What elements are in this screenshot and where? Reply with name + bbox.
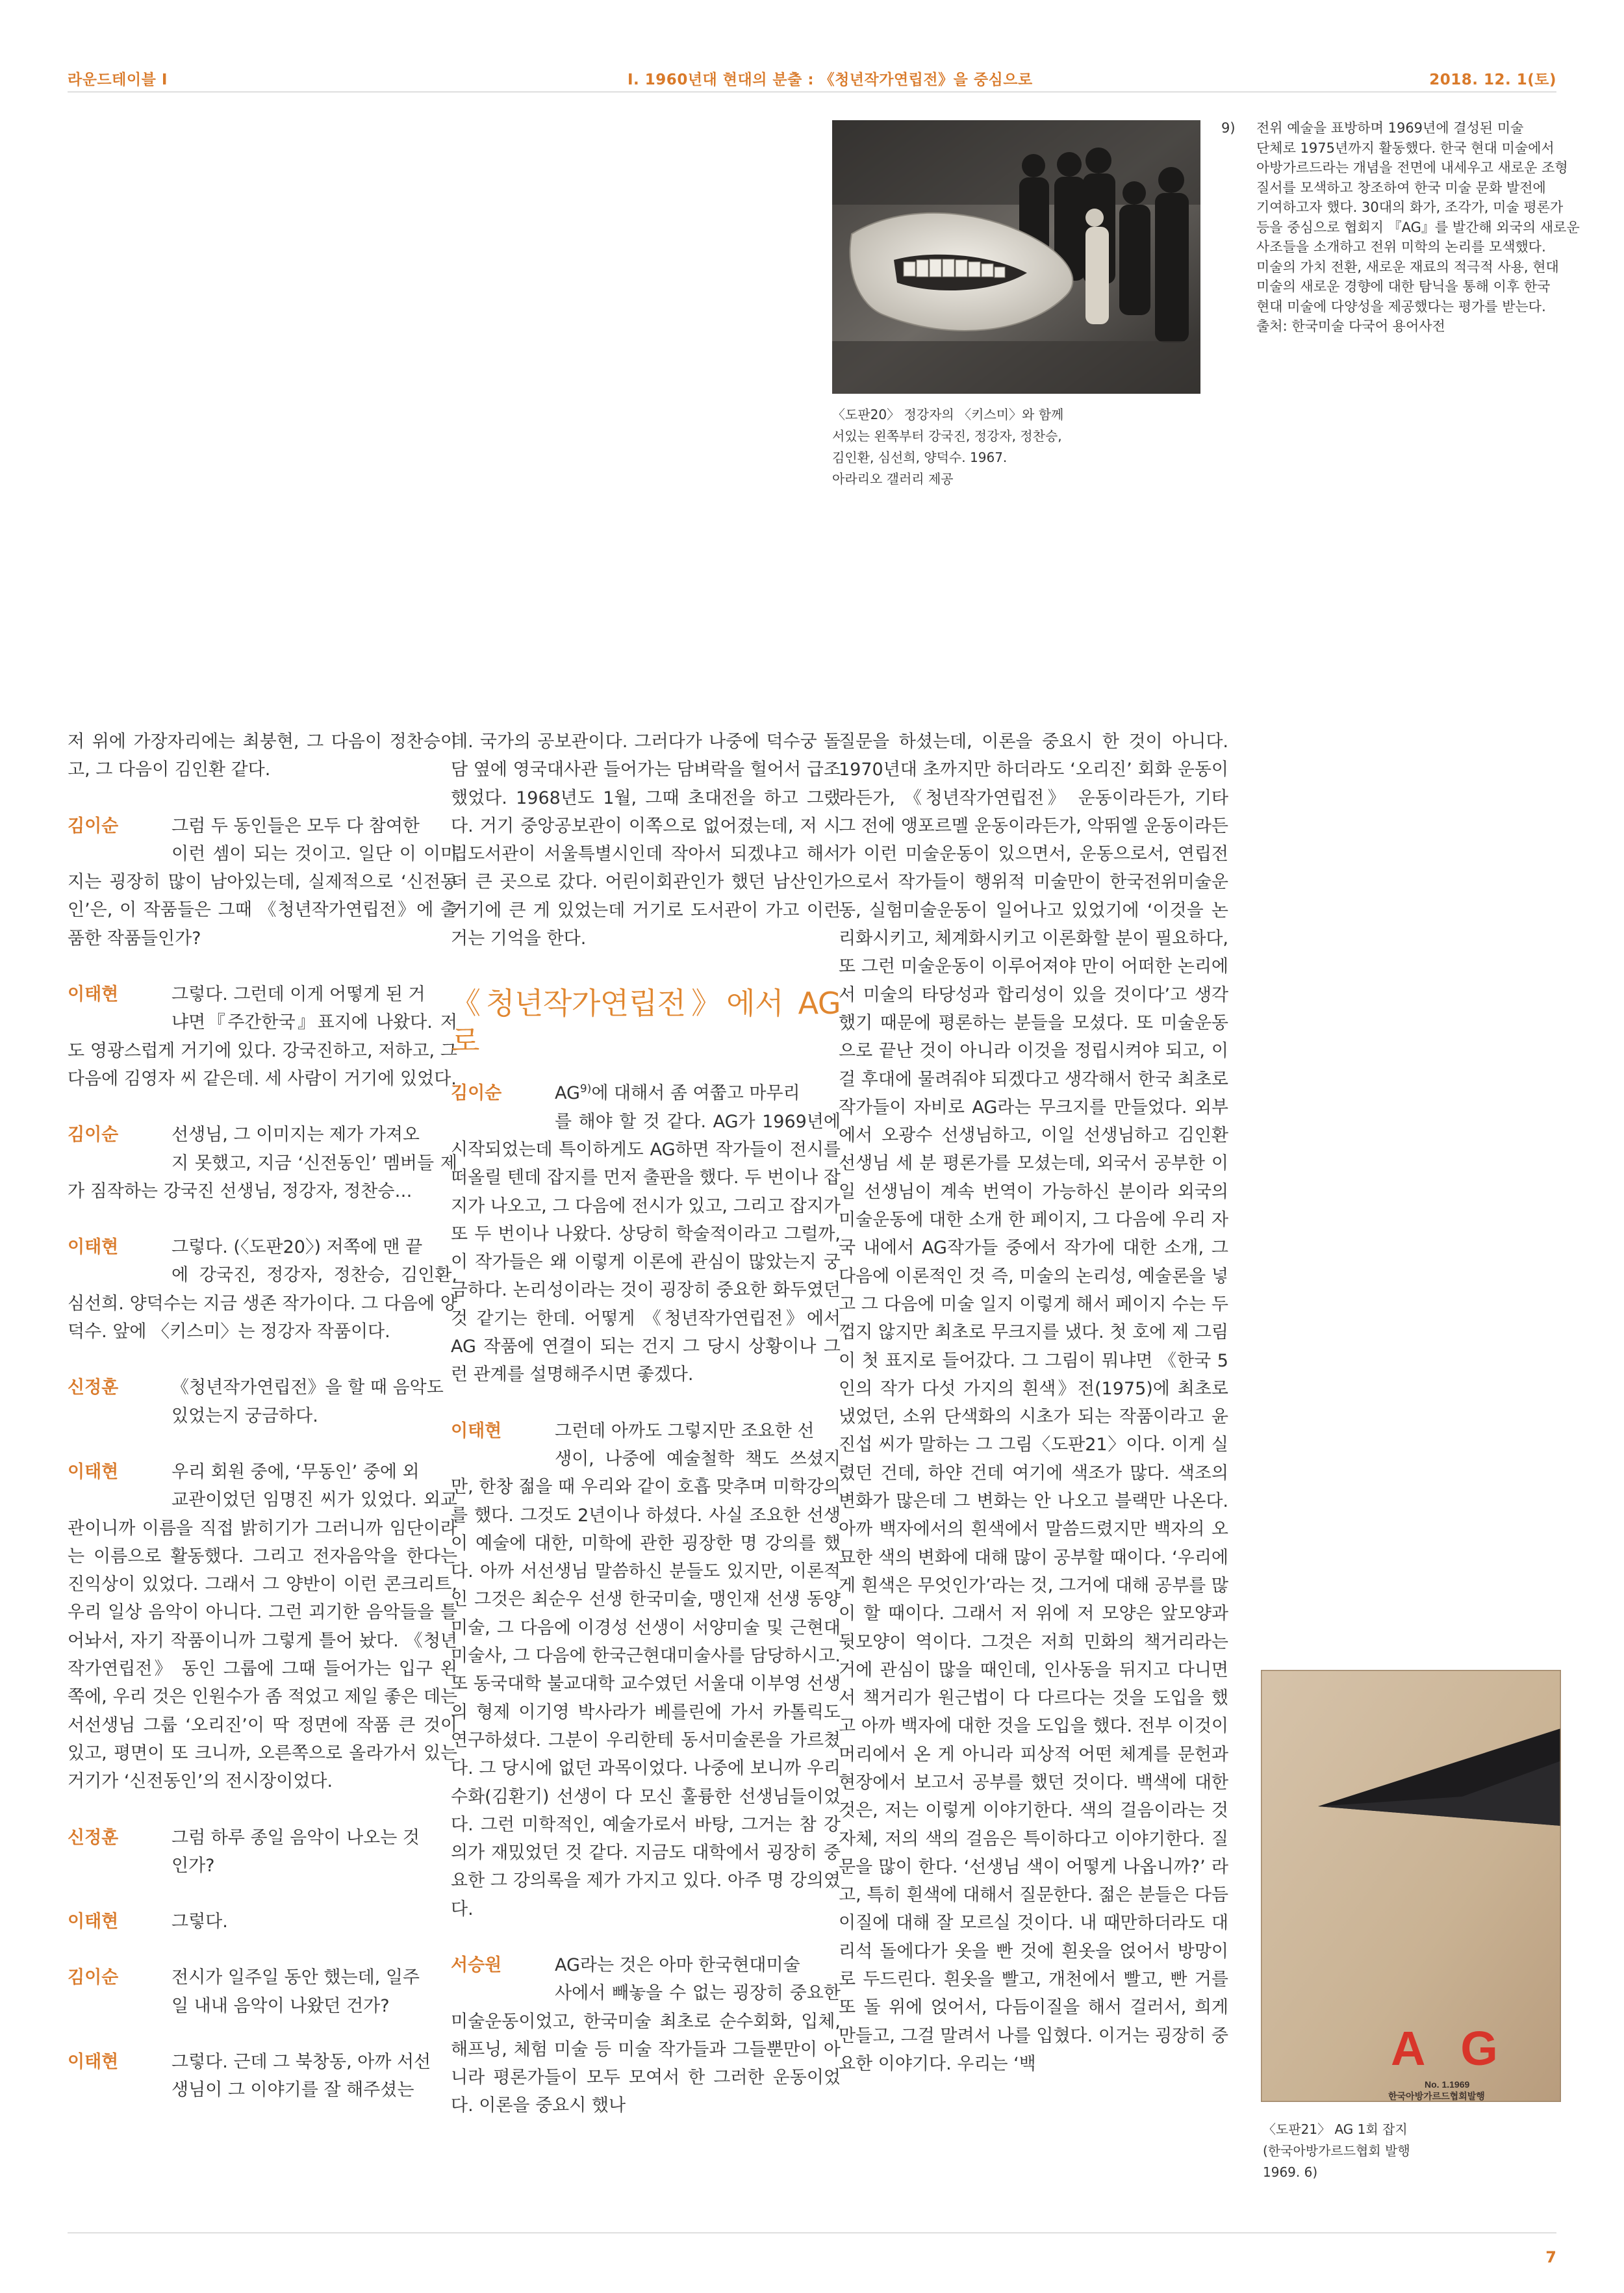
- running-header-right: 2018. 12. 1(토): [1429, 71, 1556, 88]
- speech-block: [68, 1233, 457, 1346]
- speech-block: [68, 812, 457, 953]
- paragraph-gap: [451, 1923, 841, 1951]
- speech-text: 그렇다. (〈도판20〉) 저쪽에 맨 끝: [171, 1237, 423, 1258]
- paragraph-gap: [68, 784, 457, 812]
- footnote-line: 사조들을 소개하고 전위 미학의 논리를 모색했다.: [1256, 239, 1546, 255]
- speech-continuation: 생님이 그 이야기를 잘 해주셨는: [171, 2080, 414, 2101]
- speech-block: [68, 1121, 457, 1205]
- speech-block: [451, 1079, 841, 1389]
- speech-text: 선생님, 그 이미지는 제가 가져오: [171, 1125, 420, 1146]
- speech-continuation: 에 강국진, 정강자, 정찬승, 김인환, 심선희. 양덕수는 지금 생존 작가이다. 그 다음에 양덕수. 앞에 〈키스미〉는 정강자 작품이다.: [68, 1265, 457, 1342]
- speech-block: [451, 1951, 841, 2120]
- speech-first-line: [451, 1079, 841, 1107]
- speech-block: [68, 2048, 457, 2105]
- text-column-3: [839, 728, 1228, 2078]
- speech-first-line: [68, 1233, 457, 1261]
- paragraph-gap: [68, 2020, 457, 2048]
- figure21-caption: [1263, 2119, 1555, 2183]
- footnote-line: 질서를 모색하고 창조하여 한국 미술 문화 발전에: [1256, 179, 1546, 196]
- speaker-name: 이태현: [68, 2051, 119, 2072]
- speech-text: AG: [555, 1083, 580, 1104]
- speaker-name: 김이순: [68, 1125, 119, 1146]
- speech-text: 그렇다. 근데 그 북창동, 아까 서선: [171, 2051, 431, 2072]
- speaker-name: 신정훈: [68, 1827, 119, 1848]
- speech-continuation: 지 못했고, 지금 ‘신전동인’ 멤버들 제가 짐작하는 강국진 선생님, 정강자, 정찬승…: [68, 1153, 457, 1201]
- speech-continuation: 생이, 나중에 예술철학 책도 쓰셨지만, 한창 젊을 때 우리와 같이 호흡 맞추며 미학강의를 했다. 그것도 2년이나 하셨다. 사실 조요한 선생이 예술에 대한, 미학에 관한 굉장한 명 강의를 했다. 아까 서선생님 말씀하신 분들도 있지만, 이론적인 그것은 최순우 선생 한국미술, 맹인재 선생 동양미술, 그 다음에 이경성 선생이 서양미술 및 근현대미술사, 그 다음에 한국근현대미술사를 담당하시고. 또 동국대학 불교대학 교수였던 서울대 이부영 선생의 형제 이기영 박사라가 베를린에 가서 카톨릭도 연구하셨다. 그분이 우리한테 동서미술론을 가르쳤다. 그 당시에 없던 과목이었다. 나중에 보니까 우리 수화(김환기) 선생이 다 모신 훌륭한 선생님들이었다. 그런 미학적인, 예술가로서 바탕, 그거는 참 강의가 재밌었던 것 같다. 지금도 대학에서 굉장히 중요한 그 강의록을 제가 가지고 있다. 아주 명 강의였다.: [451, 1448, 841, 1919]
- speech-text: 그럼 두 동인들은 모두 다 참여한: [171, 815, 420, 836]
- speech-text: 그런데 아까도 그렇지만 조요한 선: [555, 1420, 815, 1441]
- paragraph-gap: [68, 953, 457, 980]
- speech-continuation: 인가?: [171, 1855, 215, 1876]
- speech-first-line: [68, 1908, 457, 1936]
- footnote-line: 현대 미술에 다양성을 제공했다는 평가를 받는다.: [1256, 298, 1546, 314]
- paragraph-gap: [68, 1093, 457, 1121]
- footnote-line: 미술의 가치 전환, 새로운 재료의 적극적 사용, 현대: [1256, 259, 1559, 275]
- speech-first-line: [68, 1121, 457, 1149]
- speech-text: 그렇다. 그런데 이게 어떻게 된 거: [171, 984, 425, 1005]
- figure21-caption-line: 〈도판21〉 AG 1회 잡지: [1263, 2121, 1408, 2137]
- figure21-caption-line: 1969. 6): [1263, 2164, 1318, 2180]
- paragraph-gap: [68, 1205, 457, 1233]
- footnote-text: [1256, 118, 1594, 337]
- speech-text: AG라는 것은 아마 한국현대미술: [555, 1954, 800, 1975]
- paragraph-gap: [68, 1796, 457, 1824]
- speech-text: 우리 회원 중에, ‘무동인’ 중에 외: [171, 1461, 420, 1482]
- paragraph-gap: [68, 1936, 457, 1964]
- figure21-photo: [1261, 1670, 1561, 2102]
- figure21-cover-title: A G: [1391, 2021, 1510, 2075]
- paragraph: 저 위에 가장자리에는 최붕현, 그 다음이 정찬승이고, 그 다음이 김인환 같다.: [68, 732, 457, 780]
- section-heading: 《청년작가연립전》에서 AG로: [451, 986, 841, 1059]
- speech-first-line: [68, 1964, 457, 1992]
- speech-block: [68, 1458, 457, 1796]
- speech-first-line: [68, 2048, 457, 2076]
- speech-first-line: [68, 812, 457, 840]
- speech-block: [68, 1374, 457, 1430]
- speech-continuation: 를 해야 할 것 같다. AG가 1969년에 시작되었는데 특이하게도 AG하면 작가들이 전시를 떠올릴 텐데 잡지를 먼저 출판을 했다. 두 번이나 잡지가 나오고, 그 다음에 전시가 있고, 그리고 잡지가 또 두 번이나 나왔다. 상당히 학술적이라고 그럴까, 이 작가들은 왜 이렇게 이론에 관심이 많았는지 궁금하다. 논리성이라는 것이 굉장히 중요한 화두였던 것 같기는 한데. 어떻게 《청년작가연립전》에서 AG 작품에 연결이 되는 건지 그 당시 상황이나 그런 관계를 설명해주시면 좋겠다.: [451, 1111, 841, 1385]
- speech-continuation: 냐면『주간한국』표지에 나왔다. 저도 영광스럽게 거기에 있다. 강국진하고, 저하고, 그 다음에 김영자 씨 같은데. 세 사람이 거기에 있었다.: [68, 1012, 457, 1089]
- speech-continuation: 사에서 빼놓을 수 없는 굉장히 중요한 미술운동이었고, 한국미술 최초로 순수회화, 입체, 해프닝, 체험 미술 등 미술 작가들과 그들뿐만이 아니라 평론가들이 모두 모여서 한 그러한 운동이었다. 이론을 중요시 했나: [451, 1983, 841, 2116]
- speaker-name: 신정훈: [68, 1377, 119, 1398]
- speech-continuation: 있었는지 궁금하다.: [171, 1405, 318, 1426]
- speaker-name: 김이순: [68, 815, 119, 836]
- speaker-name: 이태현: [68, 1237, 119, 1258]
- speaker-name: 서승원: [451, 1954, 502, 1975]
- speaker-name: 이태현: [68, 984, 119, 1005]
- figure20-caption: [832, 404, 1202, 490]
- footnote-line: 기여하고자 했다. 30대의 화가, 조각가, 미술 평론가: [1256, 199, 1564, 215]
- figure20-photo: [832, 120, 1200, 394]
- figure20-caption-line: 서있는 왼쪽부터 강국진, 정강자, 정찬승,: [832, 428, 1062, 444]
- speaker-name: 김이순: [451, 1083, 502, 1104]
- speech-text: 그렇다.: [171, 1912, 228, 1932]
- speech-first-line: [68, 1458, 457, 1486]
- running-header-center: I. 1960년대 현대의 분출 : 《청년작가연립전》을 중심으로: [628, 71, 1033, 88]
- speech-continuation: 교관이었던 임명진 씨가 있었다. 외교관이니까 이름을 직접 밝히기가 그러니까 임단이라는 이름으로 활동했다. 그리고 전자음악을 한다는 진익상이 있었다. 그래서 그 양반이 이런 콘크리트, 우리 일상 음악이 아니다. 그런 괴기한 음악들을 틀어놔서, 자기 작품이니까 그렇게 틀어 놨다. 《청년작가연립전》 동인 그룹에 그때 들어가는 입구 왼쪽에, 우리 것은 인원수가 좀 적었고 제일 좋은 데는 서선생님 그룹 ‘오리진’이 딱 정면에 작품 큰 것이 있고, 평면이 또 크니까, 오른쪽으로 올라가서 있는 거기가 ‘신전동인’의 전시장이었다.: [68, 1490, 457, 1792]
- speech-block: [68, 1964, 457, 2020]
- speech-first-line: [68, 980, 457, 1008]
- paragraph-gap: [68, 1880, 457, 1908]
- figure21-cover-publisher: 한국아방가르드협회발행: [1388, 2092, 1485, 2102]
- figure20-caption-line: 아라리오 갤러리 제공: [832, 471, 954, 487]
- speech-block: [451, 1417, 841, 1923]
- speech-continuation: 일 내내 음악이 나왔던 건가?: [171, 1995, 390, 2016]
- footnote-line: 단체로 1975년까지 활동했다. 한국 현대 미술에서: [1256, 140, 1554, 156]
- speech-block: [68, 1824, 457, 1880]
- footnote-line: 아방가르드라는 개념을 전면에 내세우고 새로운 조형: [1256, 160, 1568, 175]
- speaker-name: 이태현: [68, 1461, 119, 1482]
- footnote-line: 전위 예술을 표방하며 1969년에 결성된 미술: [1256, 120, 1524, 136]
- footnote-ref: 9): [579, 1082, 592, 1096]
- figure20-caption-line: 김인환, 심선희, 양덕수. 1967.: [832, 450, 1008, 465]
- speech-first-line: [68, 1824, 457, 1852]
- footnote-line: 출처: 한국미술 다국어 용어사전: [1256, 318, 1445, 334]
- paragraph-gap: [451, 953, 841, 980]
- page-number: 7: [1545, 2248, 1556, 2266]
- speech-text: 《청년작가연립전》을 할 때 음악도: [171, 1377, 444, 1398]
- speech-first-line: [451, 1417, 841, 1445]
- figure21-caption-line: (한국아방가르드협회 발행: [1263, 2143, 1410, 2158]
- footnote-line: 미술의 새로운 경향에 대한 탐닉을 통해 이후 한국: [1256, 279, 1551, 294]
- footnote-number: 9): [1221, 120, 1236, 136]
- text-column-1: [68, 728, 457, 2105]
- paragraph-gap: [68, 1430, 457, 1458]
- speech-text: 전시가 일주일 동안 했는데, 일주: [171, 1967, 420, 1988]
- speech-block: [68, 980, 457, 1093]
- speaker-name: 이태현: [68, 1912, 119, 1932]
- running-header-left: 라운드테이블 I: [68, 71, 168, 88]
- footnote-line: 등을 중심으로 협회지 『AG』를 발간해 외국의 새로운: [1256, 219, 1580, 235]
- figure20-caption-line: 〈도판20〉 정강자의 〈키스미〉와 함께: [832, 407, 1064, 422]
- text-column-2: [451, 728, 841, 2120]
- speaker-name: 김이순: [68, 1967, 119, 1988]
- paragraph-gap: [451, 1389, 841, 1417]
- speech-text: 그럼 하루 종일 음악이 나오는 것: [171, 1827, 420, 1848]
- speech-continuation: 이런 셈이 되는 것이고. 일단 이 이미지는 굉장히 많이 남아있는데, 실제적으로 ‘신전동인’은, 이 작품들은 그때 《청년작가연립전》에 출품한 작품들인가?: [68, 843, 457, 949]
- figure21-cover-issue: No. 1.1969: [1425, 2079, 1470, 2090]
- paragraph: 데. 국가의 공보관이다. 그러다가 나중에 덕수궁 돌담 옆에 영국대사관 들어가는 담벼락을 헐어서 급조했었다. 1968년도 1월, 그때 초대전을 하고 그랬다. 거기 중앙공보관이 이쪽으로 없어졌는데, 저 시립도서관이 서울특별시인데 작아서 되겠냐고 해서 더 큰 곳으로 갔다. 어린이회관인가 했던 남산인가 거기에 큰 게 있었는데 거기로 도서관이 가고 이런 거는 기억을 한다.: [451, 732, 841, 949]
- speech-first-line: [68, 1374, 457, 1402]
- paragraph: 질문을 하셨는데, 이론을 중요시 한 것이 아니다. 1970년대 초까지만 하더라도 ‘오리진’ 회화 운동이라든가, 《청년작가연립전》 운동이라든가, 기타 그 전에 앵포르멜 운동이라든가, 악뛰엘 운동이라든가 이런 미술운동이 있으면서, 운동으로서, 연립전으로서 작가들이 행위적 미술만이 한국전위미술운동, 실험미술운동이 일어나고 있었기에 ‘이것을 논리화시키고, 체계화시키고 이론화할 분이 필요하다, 또 그런 미술운동이 이루어져야 만이 어떠한 논리에서 미술의 타당성과 합리성이 있을 것이다’고 생각했기 때문에 평론하는 분들을 모셨다. 또 미술운동으로 끝난 것이 아니라 이것을 정립시켜야 되고, 이걸 후대에 물려줘야 되겠다고 생각해서 한국 최초로 작가들이 자비로 AG라는 무크지를 만들었다. 외부에서 오광수 선생님하고, 이일 선생님하고 김인환 선생님 세 분 평론가를 모셨는데, 외국서 공부한 이일 선생님이 계속 번역이 가능하신 분이라 외국의 미술운동에 대한 소개 한 페이지, 그 다음에 우리 자국 내에서 AG작가들 중에서 작가에 대한 소개, 그 다음에 이론적인 것 즉, 미술의 논리성, 예술론을 넣고 그 다음에 미술 일지 이렇게 해서 페이지 수는 두껍지 않지만 최초로 무크지를 냈다. 첫 호에 제 그림이 첫 표지로 들어갔다. 그 그림이 뭐냐면 《한국 5인의 작가 다섯 가지의 흰색》전(1975)에 최초로 냈었던, 소위 단색화의 시초가 되는 작품이라고 윤진섭 씨가 말하는 그 그림〈도판21〉이다. 이게 실렸던 건데, 하얀 건데 여기에 색조가 많다. 색조의 변화가 많은데 그 변화는 안 나오고 블랙만 나온다. 아까 백자에서의 흰색에서 말씀드렸지만 백자의 오묘한 색의 변화에 대해 많이 공부할 때이다. ‘우리에게 흰색은 무엇인가’라는 것, 그거에 대해 공부를 많이 할 때이다. 그래서 저 위에 저 모양은 앞모양과 뒷모양이 역이다. 그것은 저희 민화의 책거리라는 거에 관심이 많을 때인데, 인사동을 뒤지고 다니면서 책거리가 원근법이 다 다르다는 것을 도입을 했고 아까 백자에 대한 것을 도입을 했다. 전부 이것이 머리에서 온 게 아니라 피상적 어떤 체계를 문헌과 현장에서 보고서 공부를 했던 것이다. 백색에 대한 것은, 저는 이렇게 이야기한다. 색의 걸음이라는 것 자체, 저의 색의 걸음은 특이하다고 이야기한다. 질문을 많이 한다. ‘선생님 색이 어떻게 나옵니까?’ 라고, 특히 흰색에 대해서 질문한다. 젊은 분들은 다듬이질에 대해 잘 모르실 것이다. 내 때만하더라도 대리석 돌에다가 옷을 빤 것에 흰옷을 얹어서 방망이로 두드린다. 흰옷을 빨고, 개천에서 빨고, 빤 거를 또 돌 위에 얹어서, 다듬이질을 해서 걸러서, 희게 만들고, 그걸 말려서 나를 입혔다. 이거는 굉장히 중요한 이야기다. 우리는 ‘백: [839, 732, 1228, 2074]
- speaker-name: 이태현: [451, 1420, 502, 1441]
- speech-first-line: [451, 1951, 841, 1979]
- speech-text: 에 대해서 좀 여쭙고 마무리: [591, 1083, 800, 1104]
- speech-block: [68, 1908, 457, 1936]
- paragraph-gap: [68, 1346, 457, 1374]
